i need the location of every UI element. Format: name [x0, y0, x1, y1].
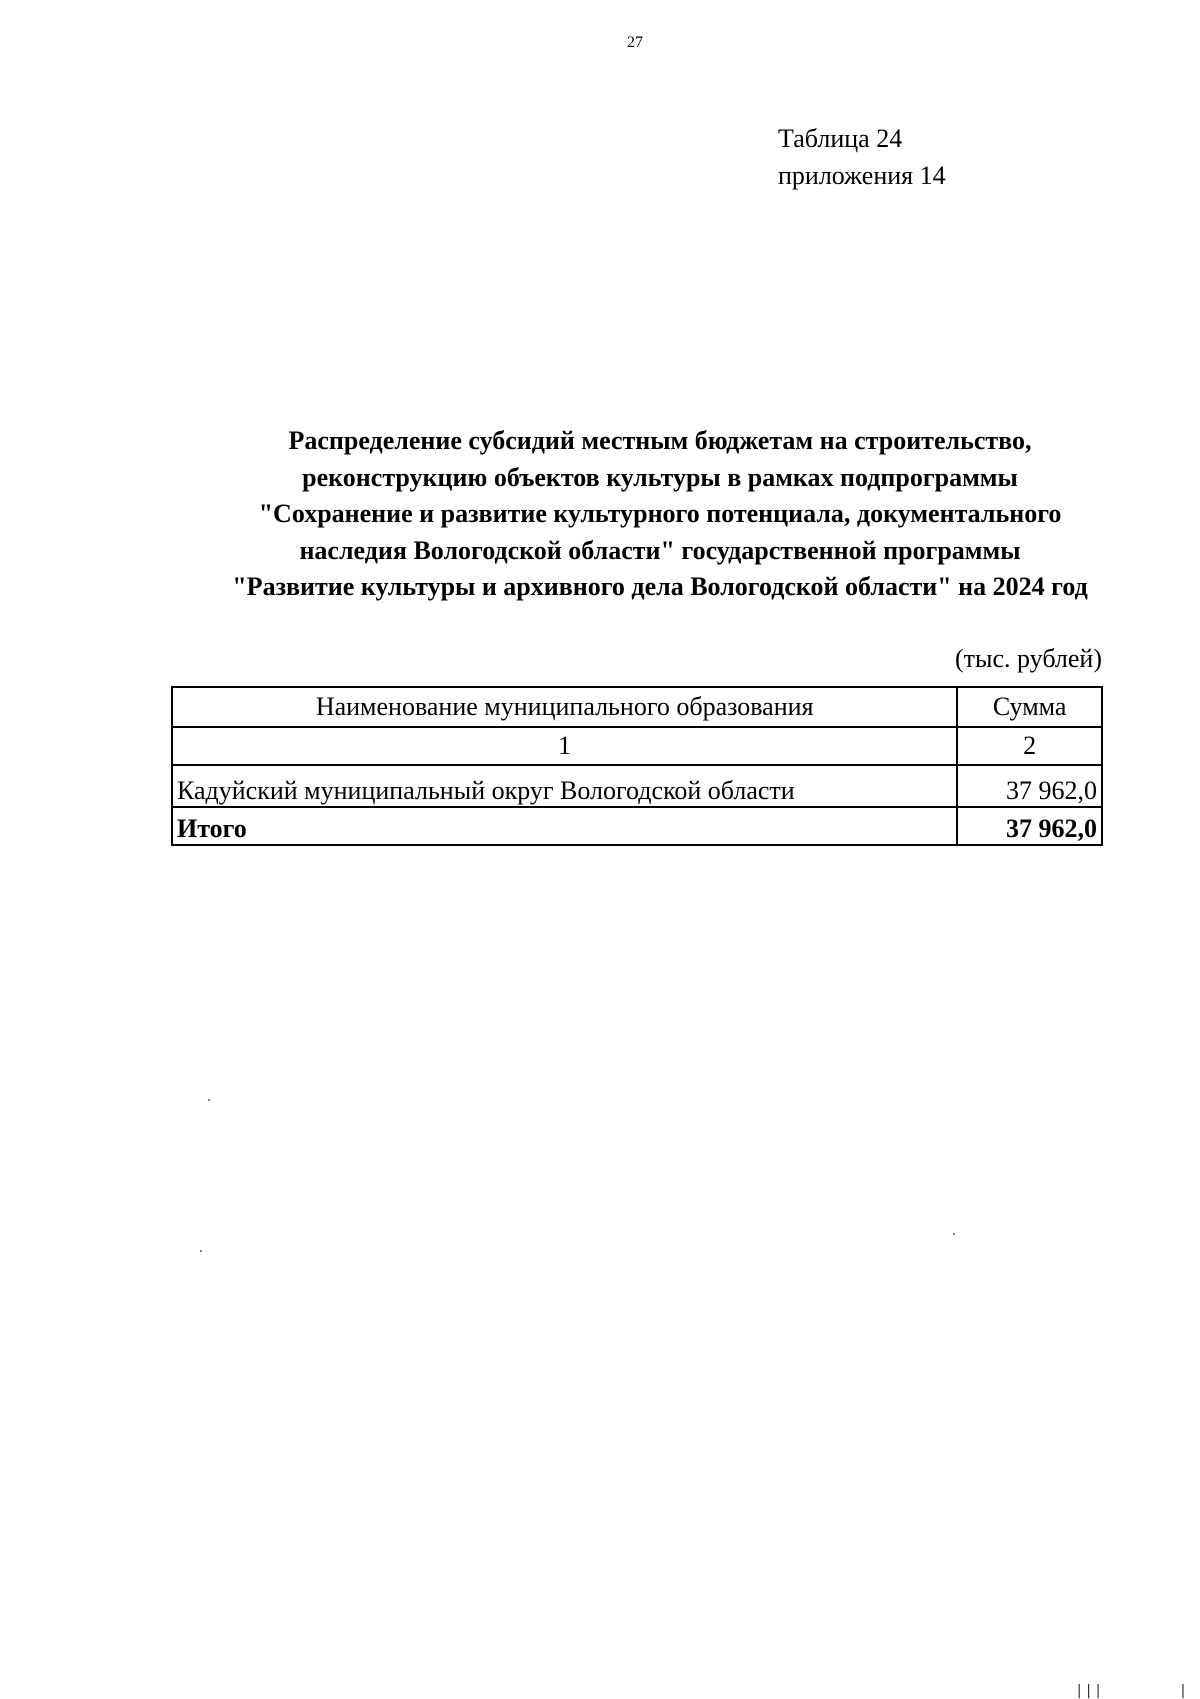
scan-speck — [208, 1099, 210, 1101]
page-number: 27 — [627, 34, 643, 51]
title-line-4: наследия Вологодской области" государственной программы — [299, 535, 1021, 565]
title-line-2: реконструкцию объектов культуры в рамках подпрограммы — [302, 462, 1018, 492]
table-reference-line-2: приложения 14 — [778, 161, 946, 190]
total-sum-cell: 37 962,0 — [957, 807, 1102, 845]
table-row — [172, 765, 1102, 807]
table-reference-line-1: Таблица 24 — [778, 124, 903, 153]
title-line-5: "Развитие культуры и архивного дела Вологодской области" на 2024 год — [232, 572, 1088, 601]
index-sum-cell: 2 — [957, 727, 1102, 765]
scan-speck — [200, 1250, 202, 1252]
total-name-cell: Итого — [172, 807, 957, 845]
title-line-1: Распределение субсидий местным бюджетам на строительство, — [288, 426, 1032, 455]
index-name-cell: 1 — [172, 727, 957, 765]
table-header-row — [172, 687, 1102, 727]
row-sum-cell: 37 962,0 — [957, 765, 1102, 807]
subsidy-table — [171, 686, 1103, 846]
units-label: (тыс. рублей) — [954, 644, 1102, 673]
table-total-row — [172, 807, 1102, 845]
scan-speck — [953, 1233, 955, 1235]
title-line-3: "Сохранение и развитие культурного потенциала, документального — [258, 499, 1062, 528]
document-title — [140, 423, 1180, 606]
header-name-cell: Наименование муниципального образования — [172, 687, 957, 727]
header-sum-cell: Сумма — [957, 687, 1102, 727]
scan-edge-marks: ||| | — [1075, 1683, 1189, 1699]
table-reference — [778, 120, 946, 194]
table-index-row — [172, 727, 1102, 765]
row-name-cell: Кадуйский муниципальный округ Вологодской области — [172, 765, 957, 807]
